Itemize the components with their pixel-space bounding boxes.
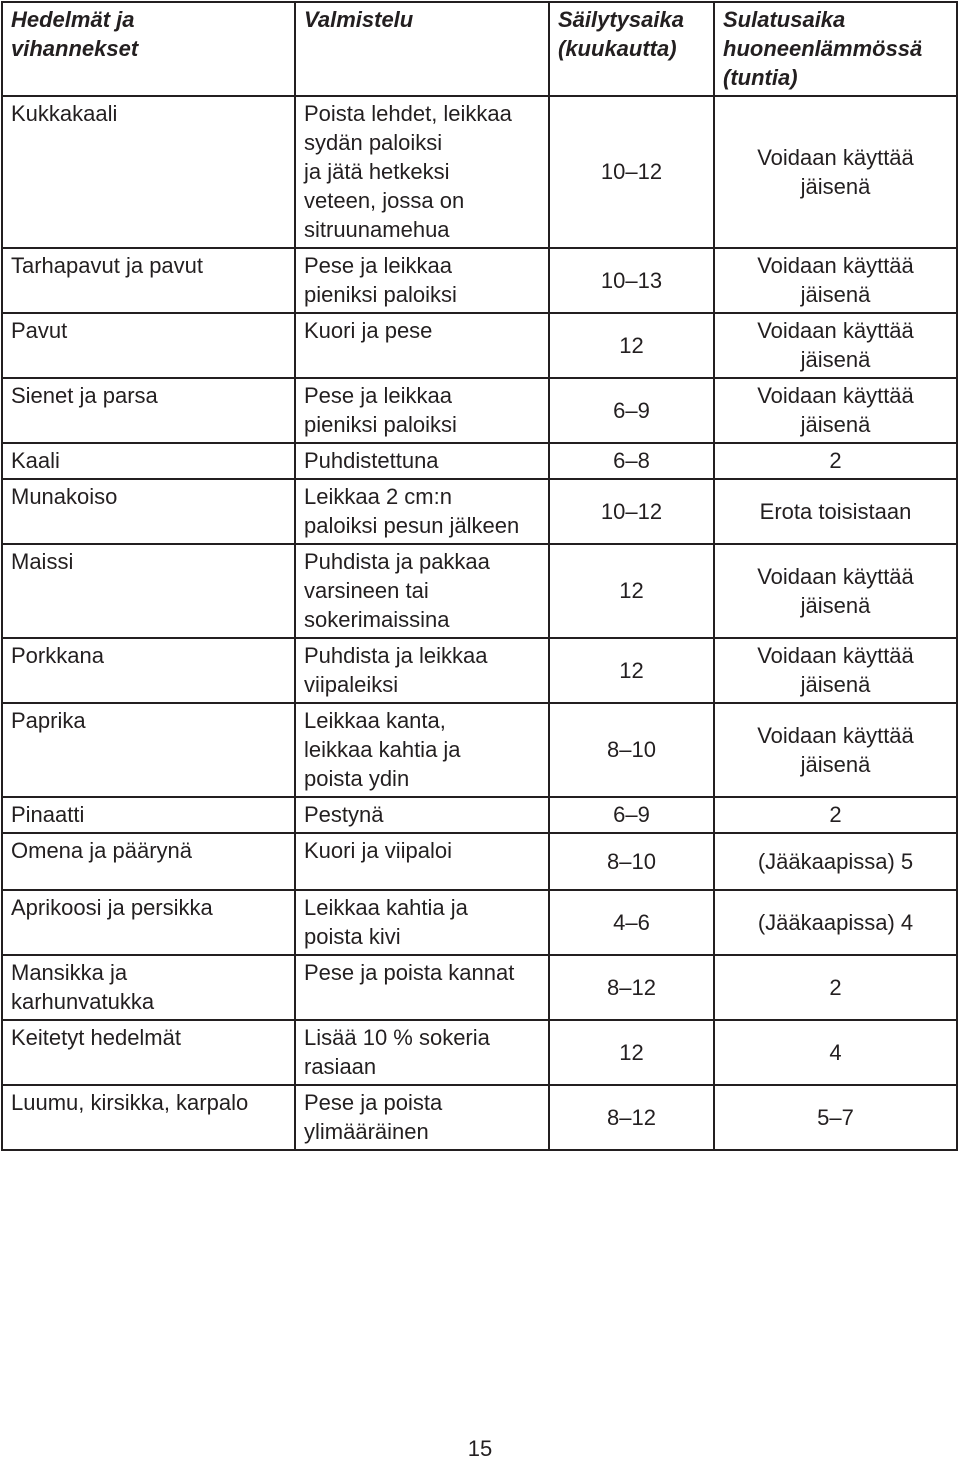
storage-time-cell: 10–12 — [549, 96, 714, 248]
table-row — [2, 248, 957, 313]
produce-cell: Pinaatti — [2, 797, 295, 833]
produce-cell: Paprika — [2, 703, 295, 797]
preparation-cell: Pestynä — [295, 797, 549, 833]
storage-time-cell: 12 — [549, 313, 714, 378]
storage-time-cell: 12 — [549, 544, 714, 638]
thaw-time-cell: Voidaan käyttää jäisenä — [714, 638, 957, 703]
preparation-cell: Puhdista ja pakkaa varsineen tai sokerimaissina — [295, 544, 549, 638]
produce-cell: Keitetyt hedelmät — [2, 1020, 295, 1085]
thaw-time-cell: (Jääkaapissa) 4 — [714, 890, 957, 955]
table-row — [2, 1085, 957, 1150]
header-row — [2, 2, 957, 96]
produce-cell: Kaali — [2, 443, 295, 479]
thaw-time-cell: 2 — [714, 443, 957, 479]
thaw-time-cell: Voidaan käyttää jäisenä — [714, 248, 957, 313]
header-storage-time: Säilytysaika (kuukautta) — [549, 2, 714, 96]
storage-time-cell: 8–10 — [549, 703, 714, 797]
produce-cell: Luumu, kirsikka, karpalo — [2, 1085, 295, 1150]
thaw-time-cell: 2 — [714, 955, 957, 1020]
storage-time-cell: 6–8 — [549, 443, 714, 479]
thaw-time-cell: Erota toisistaan — [714, 479, 957, 544]
preparation-cell: Puhdista ja leikkaa viipaleiksi — [295, 638, 549, 703]
storage-time-cell: 4–6 — [549, 890, 714, 955]
thaw-time-cell: 4 — [714, 1020, 957, 1085]
storage-time-cell: 8–12 — [549, 1085, 714, 1150]
produce-cell: Porkkana — [2, 638, 295, 703]
table-row — [2, 833, 957, 890]
preparation-cell: Leikkaa kanta, leikkaa kahtia ja poista ydin — [295, 703, 549, 797]
freezing-table — [1, 1, 958, 1151]
storage-time-cell: 10–13 — [549, 248, 714, 313]
table-row — [2, 313, 957, 378]
storage-time-cell: 8–12 — [549, 955, 714, 1020]
thaw-time-cell: Voidaan käyttää jäisenä — [714, 96, 957, 248]
page-number: 15 — [467, 1436, 493, 1461]
header-produce: Hedelmät ja vihannekset — [2, 2, 295, 96]
produce-cell: Sienet ja parsa — [2, 378, 295, 443]
thaw-time-cell: Voidaan käyttää jäisenä — [714, 544, 957, 638]
preparation-cell: Pese ja poista ylimääräinen — [295, 1085, 549, 1150]
table-row — [2, 443, 957, 479]
table-row — [2, 96, 957, 248]
thaw-time-cell: (Jääkaapissa) 5 — [714, 833, 957, 890]
preparation-cell: Pese ja leikkaa pieniksi paloiksi — [295, 378, 549, 443]
preparation-cell: Pese ja leikkaa pieniksi paloiksi — [295, 248, 549, 313]
preparation-cell: Puhdistettuna — [295, 443, 549, 479]
thaw-time-cell: 5–7 — [714, 1085, 957, 1150]
preparation-cell: Lisää 10 % sokeria rasiaan — [295, 1020, 549, 1085]
preparation-cell: Leikkaa kahtia ja poista kivi — [295, 890, 549, 955]
table-row — [2, 890, 957, 955]
table-row — [2, 955, 957, 1020]
storage-time-cell: 6–9 — [549, 378, 714, 443]
storage-time-cell: 12 — [549, 638, 714, 703]
produce-cell: Maissi — [2, 544, 295, 638]
preparation-cell: Leikkaa 2 cm:n paloiksi pesun jälkeen — [295, 479, 549, 544]
produce-cell: Munakoiso — [2, 479, 295, 544]
table-row — [2, 638, 957, 703]
thaw-time-cell: Voidaan käyttää jäisenä — [714, 313, 957, 378]
produce-cell: Mansikka ja karhunvatukka — [2, 955, 295, 1020]
table-body — [2, 96, 957, 1150]
thaw-time-cell: Voidaan käyttää jäisenä — [714, 703, 957, 797]
thaw-time-cell: Voidaan käyttää jäisenä — [714, 378, 957, 443]
produce-cell: Tarhapavut ja pavut — [2, 248, 295, 313]
preparation-cell: Kuori ja pese — [295, 313, 549, 378]
table-row — [2, 479, 957, 544]
storage-time-cell: 12 — [549, 1020, 714, 1085]
preparation-cell: Poista lehdet, leikkaa sydän paloiksi ja jätä hetkeksi veteen, jossa on sitruunamehua — [295, 96, 549, 248]
table-row — [2, 1020, 957, 1085]
table-row — [2, 378, 957, 443]
table-row — [2, 797, 957, 833]
storage-time-cell: 8–10 — [549, 833, 714, 890]
storage-time-cell: 10–12 — [549, 479, 714, 544]
storage-time-cell: 6–9 — [549, 797, 714, 833]
produce-cell: Aprikoosi ja persikka — [2, 890, 295, 955]
table-row — [2, 544, 957, 638]
preparation-cell: Pese ja poista kannat — [295, 955, 549, 1020]
preparation-cell: Kuori ja viipaloi — [295, 833, 549, 890]
produce-cell: Kukkakaali — [2, 96, 295, 248]
produce-cell: Pavut — [2, 313, 295, 378]
header-preparation: Valmistelu — [295, 2, 549, 96]
produce-cell: Omena ja päärynä — [2, 833, 295, 890]
header-thaw-time: Sulatusaika huoneenlämmössä (tuntia) — [714, 2, 957, 96]
table-row — [2, 703, 957, 797]
thaw-time-cell: 2 — [714, 797, 957, 833]
